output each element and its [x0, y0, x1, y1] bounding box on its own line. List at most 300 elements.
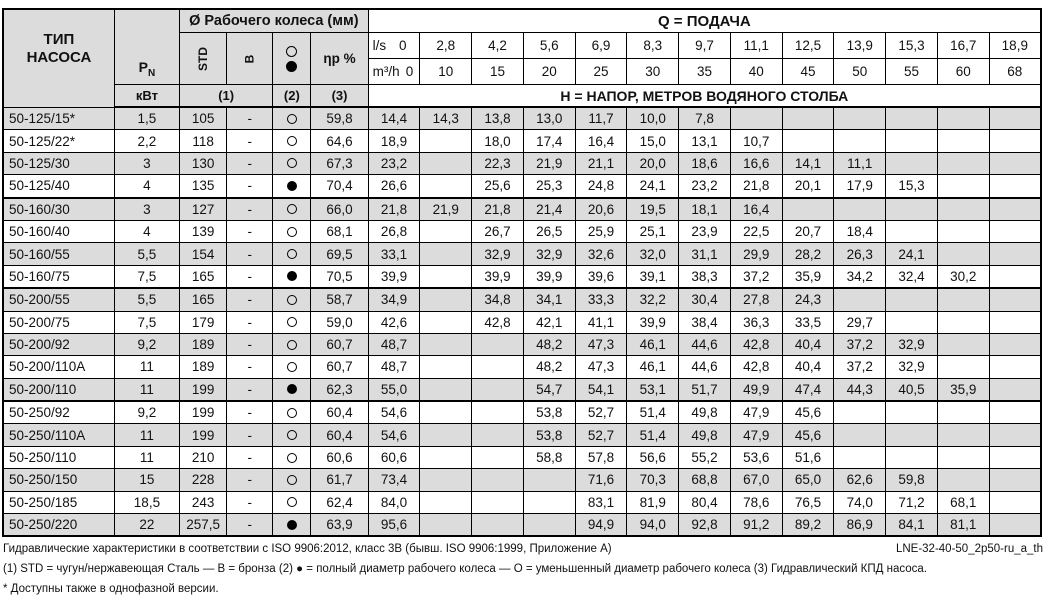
impeller-variant-cell — [273, 243, 311, 265]
flow-m3h-row-first-cell — [368, 59, 420, 85]
efficiency-cell: 70,5 — [311, 265, 368, 288]
head-value-cell — [937, 424, 989, 446]
bronze-cell: - — [227, 243, 273, 265]
std-diameter-cell: 139 — [180, 220, 227, 242]
impeller-open-icon — [287, 249, 297, 259]
head-value-cell: 54,7 — [523, 378, 575, 401]
head-value-cell — [886, 107, 938, 130]
flow-ls-value: 12,5 — [782, 33, 834, 59]
m3h-unit-label: m³/h — [372, 64, 400, 79]
power-cell: 5,5 — [114, 288, 179, 311]
power-cell: 9,2 — [114, 333, 179, 355]
std-diameter-cell: 210 — [180, 446, 227, 468]
table-row — [3, 491, 1041, 513]
table-row — [3, 243, 1041, 265]
head-value-cell: 84,1 — [886, 514, 938, 537]
std-diameter-cell: 118 — [180, 130, 227, 152]
pump-type-header — [3, 9, 114, 107]
pump-type-cell: 50-125/40 — [3, 175, 114, 198]
bronze-cell: - — [227, 198, 273, 221]
efficiency-cell: 60,4 — [311, 401, 368, 424]
flow-ls-row-first-cell — [368, 33, 420, 59]
head-value-cell: 23,2 — [679, 175, 731, 198]
head-value-cell — [989, 446, 1041, 468]
head-value-cell: 16,4 — [575, 130, 627, 152]
head-value-cell: 53,1 — [627, 378, 679, 401]
flow-m3h-value: 45 — [782, 59, 834, 85]
impeller-variant-cell — [273, 288, 311, 311]
head-value-cell: 20,6 — [575, 198, 627, 221]
head-value-cell — [989, 265, 1041, 288]
head-value-cell: 83,1 — [575, 491, 627, 513]
head-value-cell — [523, 491, 575, 513]
head-value-cell: 55,2 — [679, 446, 731, 468]
bronze-cell: - — [227, 107, 273, 130]
table-row — [3, 469, 1041, 491]
table-row — [3, 130, 1041, 152]
std-diameter-cell: 105 — [180, 107, 227, 130]
power-cell: 7,5 — [114, 265, 179, 288]
table-row — [3, 514, 1041, 537]
head-value-cell — [834, 288, 886, 311]
head-value-cell — [420, 288, 472, 311]
head-value-cell: 38,3 — [679, 265, 731, 288]
document-code: LNE-32-40-50_2p50-ru_a_th — [895, 543, 1043, 556]
std-diameter-cell: 135 — [180, 175, 227, 198]
std-diameter-cell: 165 — [180, 265, 227, 288]
flow-ls-0: 0 — [399, 38, 407, 53]
std-diameter-cell: 199 — [180, 378, 227, 401]
head-value-cell — [472, 514, 524, 537]
head-value-cell: 22,3 — [472, 152, 524, 174]
head-value-cell — [472, 333, 524, 355]
head-value-cell: 42,8 — [472, 311, 524, 333]
head-value-cell — [989, 469, 1041, 491]
head-value-cell: 14,4 — [368, 107, 420, 130]
head-value-cell — [937, 130, 989, 152]
table-row — [3, 175, 1041, 198]
head-value-cell: 48,7 — [368, 356, 420, 378]
head-value-cell: 27,8 — [730, 288, 782, 311]
head-value-cell — [886, 152, 938, 174]
head-value-cell: 20,7 — [782, 220, 834, 242]
head-value-cell: 26,7 — [472, 220, 524, 242]
head-value-cell — [937, 198, 989, 221]
pump-type-cell: 50-160/55 — [3, 243, 114, 265]
power-cell: 2,2 — [114, 130, 179, 152]
flow-ls-value: 16,7 — [937, 33, 989, 59]
std-diameter-cell: 189 — [180, 333, 227, 355]
head-value-cell: 48,7 — [368, 333, 420, 355]
head-value-cell: 34,8 — [472, 288, 524, 311]
head-value-cell: 33,1 — [368, 243, 420, 265]
head-value-cell — [420, 446, 472, 468]
single-phase-note: * Доступны также в однофазной версии. — [3, 583, 219, 596]
head-value-cell: 48,2 — [523, 356, 575, 378]
head-value-cell: 37,2 — [834, 333, 886, 355]
head-value-cell: 54,6 — [368, 424, 420, 446]
pump-type-cell: 50-160/40 — [3, 220, 114, 242]
efficiency-cell: 69,5 — [311, 243, 368, 265]
head-value-cell: 40,4 — [782, 356, 834, 378]
table-row — [3, 107, 1041, 130]
head-value-cell: 54,1 — [575, 378, 627, 401]
impeller-variant-cell — [273, 491, 311, 513]
head-value-cell: 39,9 — [368, 265, 420, 288]
table-row — [3, 152, 1041, 174]
bronze-cell: - — [227, 491, 273, 513]
bronze-cell: - — [227, 469, 273, 491]
head-value-cell: 60,6 — [368, 446, 420, 468]
head-value-cell: 18,4 — [834, 220, 886, 242]
head-value-cell — [989, 243, 1041, 265]
pump-type-cell: 50-250/92 — [3, 401, 114, 424]
power-cell: 11 — [114, 446, 179, 468]
head-value-cell: 29,9 — [730, 243, 782, 265]
head-value-cell: 21,8 — [472, 198, 524, 221]
power-cell: 11 — [114, 356, 179, 378]
head-value-cell — [989, 175, 1041, 198]
head-value-cell: 37,2 — [730, 265, 782, 288]
std-column-header — [180, 33, 227, 85]
footnote2-ref: (2) — [273, 85, 311, 108]
head-value-cell: 81,9 — [627, 491, 679, 513]
efficiency-cell: 68,1 — [311, 220, 368, 242]
bronze-cell: - — [227, 401, 273, 424]
bronze-cell: - — [227, 378, 273, 401]
flow-m3h-value: 35 — [679, 59, 731, 85]
power-header — [114, 9, 179, 85]
table-row — [3, 356, 1041, 378]
head-value-cell: 21,8 — [368, 198, 420, 221]
efficiency-cell: 60,4 — [311, 424, 368, 446]
head-value-cell — [937, 175, 989, 198]
head-value-cell: 13,0 — [523, 107, 575, 130]
flow-ls-value: 11,1 — [730, 33, 782, 59]
head-value-cell: 92,8 — [679, 514, 731, 537]
head-value-cell: 55,0 — [368, 378, 420, 401]
head-value-cell — [886, 424, 938, 446]
footer — [3, 543, 1043, 596]
head-value-cell: 18,1 — [679, 198, 731, 221]
head-value-cell: 24,1 — [627, 175, 679, 198]
head-value-cell: 53,8 — [523, 401, 575, 424]
head-value-cell — [420, 514, 472, 537]
head-value-cell: 39,9 — [627, 311, 679, 333]
bronze-cell: - — [227, 424, 273, 446]
head-value-cell: 34,9 — [368, 288, 420, 311]
head-value-cell: 44,3 — [834, 378, 886, 401]
std-diameter-cell: 130 — [180, 152, 227, 174]
table-row — [3, 220, 1041, 242]
std-diameter-cell: 189 — [180, 356, 227, 378]
flow-header: Q = ПОДАЧА — [368, 9, 1041, 33]
head-value-cell: 14,1 — [782, 152, 834, 174]
head-value-cell: 47,4 — [782, 378, 834, 401]
head-value-cell: 32,2 — [627, 288, 679, 311]
efficiency-cell: 62,3 — [311, 378, 368, 401]
head-value-cell — [834, 130, 886, 152]
impeller-variant-cell — [273, 424, 311, 446]
power-subscript: N — [147, 68, 156, 79]
head-value-cell: 32,4 — [886, 265, 938, 288]
head-value-cell: 25,1 — [627, 220, 679, 242]
head-value-cell — [420, 378, 472, 401]
head-value-cell: 25,9 — [575, 220, 627, 242]
efficiency-cell: 59,8 — [311, 107, 368, 130]
head-value-cell — [886, 130, 938, 152]
head-value-cell — [937, 446, 989, 468]
pump-type-header-line1: ТИП — [43, 31, 75, 49]
head-value-cell — [420, 175, 472, 198]
impeller-open-icon — [287, 475, 297, 485]
head-value-cell — [782, 107, 834, 130]
table-row — [3, 311, 1041, 333]
head-value-cell: 70,3 — [627, 469, 679, 491]
flow-m3h-value: 60 — [937, 59, 989, 85]
head-value-cell — [937, 311, 989, 333]
table-row — [3, 378, 1041, 401]
impeller-full-icon — [287, 520, 297, 530]
head-value-cell — [937, 288, 989, 311]
head-value-cell: 71,6 — [575, 469, 627, 491]
head-value-cell: 36,3 — [730, 311, 782, 333]
head-value-cell: 30,2 — [937, 265, 989, 288]
std-label: STD — [196, 46, 211, 71]
impeller-variant-cell — [273, 469, 311, 491]
impeller-open-icon — [287, 497, 297, 507]
head-value-cell: 22,5 — [730, 220, 782, 242]
head-value-cell: 7,8 — [679, 107, 731, 130]
impeller-variant-cell — [273, 175, 311, 198]
flow-ls-value: 13,9 — [834, 33, 886, 59]
table-row — [3, 265, 1041, 288]
head-value-cell: 17,4 — [523, 130, 575, 152]
head-value-cell: 34,2 — [834, 265, 886, 288]
impeller-open-icon — [287, 158, 297, 168]
head-value-cell: 16,6 — [730, 152, 782, 174]
pump-type-cell: 50-250/110 — [3, 446, 114, 468]
head-value-cell — [420, 401, 472, 424]
head-value-cell: 42,1 — [523, 311, 575, 333]
table-row — [3, 446, 1041, 468]
legend-note: (1) STD = чугун/нержавеющая Сталь — В = бронза (2) ● = полный диаметр рабочего колеса — О = уменьшенный диаметр рабочего колеса (3) Гидравлический КПД насоса. — [3, 563, 927, 576]
impeller-open-icon — [287, 362, 297, 372]
table-row — [3, 333, 1041, 355]
head-value-cell: 39,1 — [627, 265, 679, 288]
head-value-cell: 26,3 — [834, 243, 886, 265]
pump-type-cell: 50-250/220 — [3, 514, 114, 537]
head-value-cell: 15,0 — [627, 130, 679, 152]
efficiency-cell: 70,4 — [311, 175, 368, 198]
head-value-cell — [989, 356, 1041, 378]
head-value-cell: 11,1 — [834, 152, 886, 174]
efficiency-cell: 60,7 — [311, 333, 368, 355]
head-value-cell: 17,9 — [834, 175, 886, 198]
head-value-cell — [782, 130, 834, 152]
head-value-cell — [937, 107, 989, 130]
bronze-column-header — [227, 33, 273, 85]
head-value-cell — [886, 288, 938, 311]
impeller-open-icon — [286, 46, 297, 57]
head-value-cell: 53,6 — [730, 446, 782, 468]
flow-ls-value: 5,6 — [523, 33, 575, 59]
head-value-cell: 41,1 — [575, 311, 627, 333]
head-value-cell — [420, 152, 472, 174]
head-value-cell: 37,2 — [834, 356, 886, 378]
head-value-cell: 42,8 — [730, 356, 782, 378]
bronze-cell: - — [227, 356, 273, 378]
pump-type-cell: 50-250/110A — [3, 424, 114, 446]
impeller-variant-cell — [273, 356, 311, 378]
flow-m3h-value: 25 — [575, 59, 627, 85]
head-value-cell — [834, 198, 886, 221]
head-value-cell: 89,2 — [782, 514, 834, 537]
head-value-cell: 14,3 — [420, 107, 472, 130]
head-value-cell — [420, 491, 472, 513]
impeller-variant-cell — [273, 265, 311, 288]
efficiency-cell: 60,6 — [311, 446, 368, 468]
std-diameter-cell: 154 — [180, 243, 227, 265]
head-value-cell: 35,9 — [782, 265, 834, 288]
efficiency-cell: 58,7 — [311, 288, 368, 311]
head-value-cell — [886, 198, 938, 221]
impeller-variant-cell — [273, 107, 311, 130]
power-cell: 15 — [114, 469, 179, 491]
head-value-cell — [472, 378, 524, 401]
head-value-cell — [886, 311, 938, 333]
efficiency-cell: 62,4 — [311, 491, 368, 513]
head-value-cell: 13,8 — [472, 107, 524, 130]
flow-ls-value: 9,7 — [679, 33, 731, 59]
head-value-cell: 94,9 — [575, 514, 627, 537]
head-value-cell: 51,6 — [782, 446, 834, 468]
efficiency-column-header: ηp % — [311, 33, 368, 85]
head-value-cell: 10,0 — [627, 107, 679, 130]
head-value-cell — [989, 107, 1041, 130]
head-value-cell: 33,5 — [782, 311, 834, 333]
bronze-cell: - — [227, 311, 273, 333]
flow-m3h-value: 30 — [627, 59, 679, 85]
pump-type-cell: 50-125/22* — [3, 130, 114, 152]
head-value-cell: 11,7 — [575, 107, 627, 130]
power-symbol: P — [138, 59, 148, 76]
impeller-variant-cell — [273, 333, 311, 355]
impeller-variant-cell — [273, 311, 311, 333]
head-value-cell — [989, 288, 1041, 311]
head-value-cell: 49,8 — [679, 401, 731, 424]
head-value-cell — [420, 311, 472, 333]
flow-ls-value: 4,2 — [472, 33, 524, 59]
head-value-cell: 13,1 — [679, 130, 731, 152]
impeller-full-icon — [286, 61, 297, 72]
head-value-cell — [420, 333, 472, 355]
head-value-cell: 40,5 — [886, 378, 938, 401]
head-value-cell: 91,2 — [730, 514, 782, 537]
pump-type-cell: 50-160/30 — [3, 198, 114, 221]
head-value-cell: 32,0 — [627, 243, 679, 265]
pump-type-cell: 50-200/92 — [3, 333, 114, 355]
head-value-cell — [472, 491, 524, 513]
flow-m3h-value: 15 — [472, 59, 524, 85]
head-value-cell: 71,2 — [886, 491, 938, 513]
head-value-cell: 80,4 — [679, 491, 731, 513]
impeller-open-icon — [287, 340, 297, 350]
head-value-cell: 20,0 — [627, 152, 679, 174]
power-cell: 3 — [114, 198, 179, 221]
impeller-variant-cell — [273, 198, 311, 221]
flow-m3h-value: 20 — [523, 59, 575, 85]
head-value-cell: 51,4 — [627, 401, 679, 424]
head-value-cell: 24,8 — [575, 175, 627, 198]
head-value-cell: 34,1 — [523, 288, 575, 311]
impeller-variant-cell — [273, 378, 311, 401]
impeller-full-icon — [287, 384, 297, 394]
flow-ls-value: 8,3 — [627, 33, 679, 59]
efficiency-cell: 60,7 — [311, 356, 368, 378]
head-value-cell — [834, 424, 886, 446]
head-value-cell — [420, 130, 472, 152]
bronze-cell: - — [227, 446, 273, 468]
std-diameter-cell: 228 — [180, 469, 227, 491]
bronze-cell: - — [227, 514, 273, 537]
flow-m3h-value: 50 — [834, 59, 886, 85]
flow-ls-value: 6,9 — [575, 33, 627, 59]
pump-spec-table — [2, 8, 1042, 537]
footnote3-ref: (3) — [311, 85, 368, 108]
head-value-cell: 68,1 — [937, 491, 989, 513]
head-value-cell: 29,7 — [834, 311, 886, 333]
head-value-cell — [472, 446, 524, 468]
head-value-cell — [420, 265, 472, 288]
head-value-cell — [420, 356, 472, 378]
std-diameter-cell: 199 — [180, 401, 227, 424]
head-value-cell — [420, 243, 472, 265]
head-value-cell: 49,8 — [679, 424, 731, 446]
head-value-cell: 32,9 — [472, 243, 524, 265]
head-value-cell: 81,1 — [937, 514, 989, 537]
impeller-variant-cell — [273, 220, 311, 242]
impeller-variant-cell — [273, 130, 311, 152]
efficiency-cell: 61,7 — [311, 469, 368, 491]
impeller-open-icon — [287, 295, 297, 305]
head-value-cell — [420, 424, 472, 446]
head-value-cell: 95,6 — [368, 514, 420, 537]
head-value-cell — [989, 514, 1041, 537]
pump-type-header-line2: НАСОСА — [26, 49, 92, 67]
head-value-cell: 54,6 — [368, 401, 420, 424]
head-value-cell — [834, 446, 886, 468]
head-value-cell: 39,9 — [523, 265, 575, 288]
head-value-cell: 47,9 — [730, 401, 782, 424]
head-value-cell — [730, 107, 782, 130]
power-cell: 7,5 — [114, 311, 179, 333]
head-value-cell — [523, 469, 575, 491]
efficiency-cell: 59,0 — [311, 311, 368, 333]
head-value-cell — [472, 401, 524, 424]
flow-ls-value: 18,9 — [989, 33, 1041, 59]
head-value-cell: 62,6 — [834, 469, 886, 491]
head-value-cell: 18,0 — [472, 130, 524, 152]
power-cell: 22 — [114, 514, 179, 537]
bronze-cell: - — [227, 265, 273, 288]
table-row — [3, 401, 1041, 424]
bronze-cell: - — [227, 220, 273, 242]
head-value-cell: 21,4 — [523, 198, 575, 221]
pump-type-cell: 50-125/15* — [3, 107, 114, 130]
flow-m3h-value: 40 — [730, 59, 782, 85]
head-value-cell: 21,9 — [420, 198, 472, 221]
